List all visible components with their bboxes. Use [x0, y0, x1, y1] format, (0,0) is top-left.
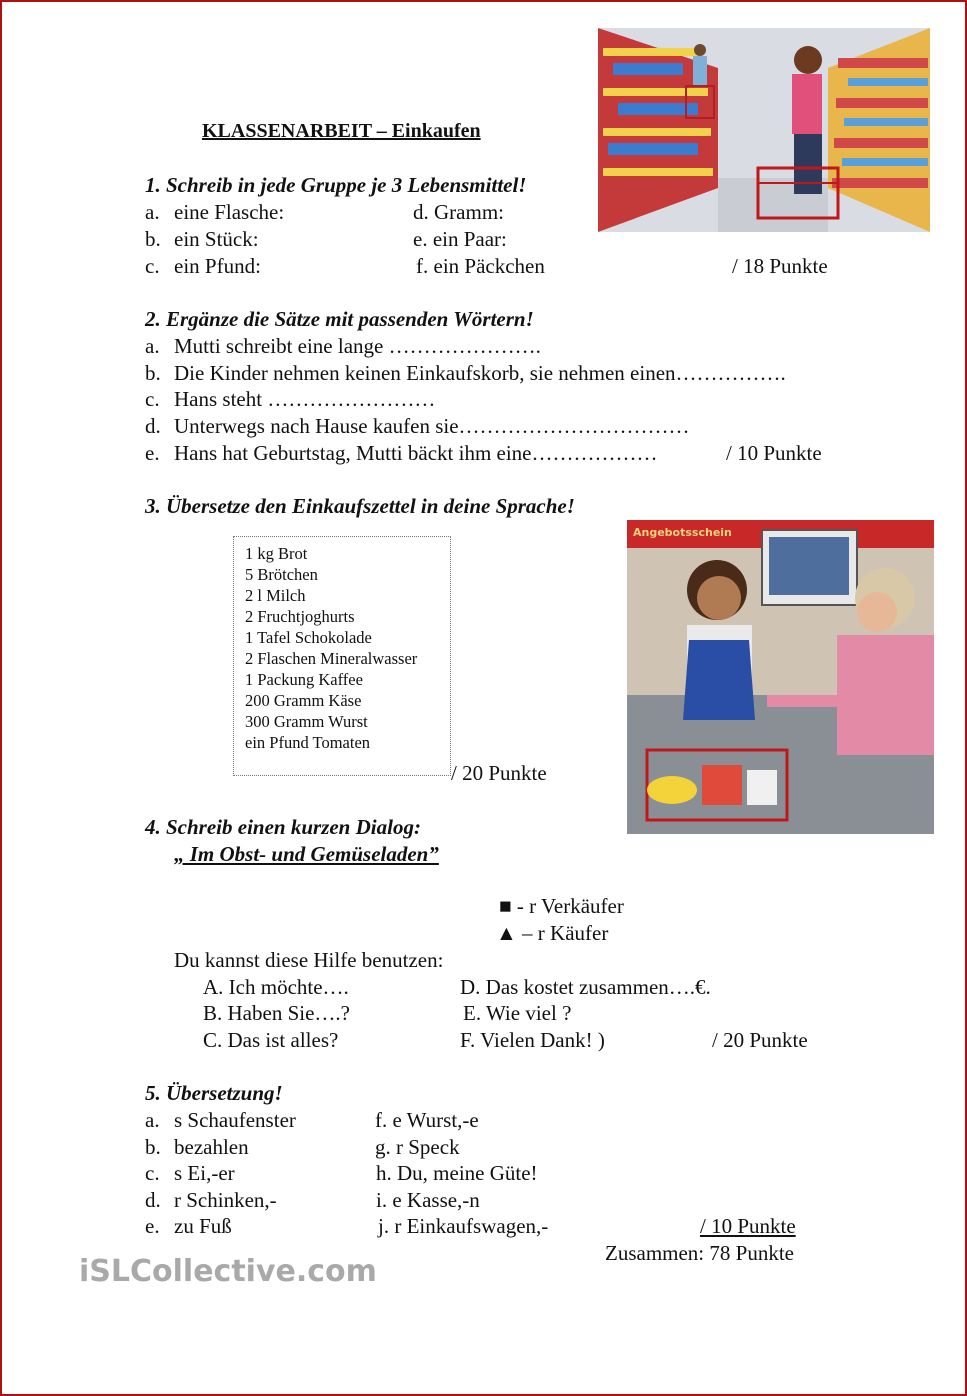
list-item: 1 Packung Kaffee [245, 670, 363, 689]
s5-item-g: g. r Speck [375, 1135, 460, 1159]
s3-points: / 20 Punkte [451, 761, 547, 785]
list-item: 200 Gramm Käse [245, 691, 362, 710]
islcollective-logo: iSLCollective.com [79, 1254, 377, 1289]
list-item: 1 kg Brot [245, 544, 308, 563]
legend-seller: ■ - r Verkäufer [499, 894, 624, 918]
help-c: C. Das ist alles? [203, 1028, 339, 1052]
s1-points: / 18 Punkte [732, 254, 828, 278]
section-5-heading: 5. Übersetzung! [145, 1081, 283, 1105]
s5-item-b: b. bezahlen [145, 1135, 249, 1159]
list-item: 2 Flaschen Mineralwasser [245, 649, 418, 668]
list-item: 2 Fruchtjoghurts [245, 607, 355, 626]
s2-item-b: b. Die Kinder nehmen keinen Einkaufskorb, sie nehmen einen……………. [145, 361, 786, 385]
s1-item-a: a. eine Flasche: [145, 200, 285, 224]
page-title: KLASSENARBEIT – Einkaufen [202, 120, 481, 142]
s2-item-e: e. Hans hat Geburtstag, Mutti bäckt ihm eine……………… [145, 441, 658, 465]
section-1-heading: 1. Schreib in jede Gruppe je 3 Lebensmittel! [145, 173, 527, 197]
s5-item-c: c. s Ei,-er [145, 1161, 235, 1185]
supermarket-photo [598, 28, 930, 232]
s5-item-h: h. Du, meine Güte! [376, 1161, 538, 1185]
photo-sign-text: Angebotsschein [633, 526, 732, 539]
section-3-heading: 3. Übersetze den Einkaufszettel in deine Sprache! [145, 494, 575, 518]
help-a: A. Ich möchte…. [203, 975, 349, 999]
s5-item-f: f. e Wurst,-e [375, 1108, 479, 1132]
s5-item-d: d. r Schinken,- [145, 1188, 277, 1212]
s5-points: / 10 Punkte [700, 1214, 796, 1238]
section-2-heading: 2. Ergänze die Sätze mit passenden Wörtern! [145, 307, 534, 331]
list-item: ein Pfund Tomaten [245, 733, 371, 752]
help-b: B. Haben Sie….? [203, 1001, 350, 1025]
s4-points: / 20 Punkte [712, 1028, 808, 1052]
list-item: 5 Brötchen [245, 565, 318, 584]
help-e: E. Wie viel ? [463, 1001, 572, 1025]
s5-item-i: i. e Kasse,-n [376, 1188, 480, 1212]
s1-item-b: b. ein Stück: [145, 227, 259, 251]
list-item: 2 l Milch [245, 586, 306, 605]
legend-buyer: ▲ – r Käufer [496, 921, 609, 945]
shopping-list-box [233, 536, 451, 776]
s1-item-d: d. Gramm: [413, 200, 504, 224]
s2-item-c: c. Hans steht …………………… [145, 387, 436, 411]
help-d: D. Das kostet zusammen….€. [460, 975, 711, 999]
s5-item-a: a. s Schaufenster [145, 1108, 296, 1132]
s1-item-c: c. ein Pfund: [145, 254, 261, 278]
s2-item-d: d. Unterwegs nach Hause kaufen sie…………………………… [145, 414, 690, 438]
s5-item-j: j. r Einkaufswagen,- [378, 1214, 549, 1238]
section-4-heading: 4. Schreib einen kurzen Dialog: [145, 815, 421, 839]
section-4-subheading: „ Im Obst- und Gemüseladen” [174, 842, 439, 866]
s1-item-f: f. ein Päckchen [416, 254, 545, 278]
cashier-photo [627, 520, 934, 834]
s2-item-a: a. Mutti schreibt eine lange …………………. [145, 334, 541, 358]
help-f: F. Vielen Dank! ) [460, 1028, 605, 1052]
total-points: Zusammen: 78 Punkte [605, 1241, 794, 1265]
list-item: 1 Tafel Schokolade [245, 628, 372, 647]
s2-points: / 10 Punkte [726, 441, 822, 465]
help-intro: Du kannst diese Hilfe benutzen: [174, 948, 444, 972]
s5-item-e: e. zu Fuß [145, 1214, 232, 1238]
s1-item-e: e. ein Paar: [413, 227, 507, 251]
list-item: 300 Gramm Wurst [245, 712, 368, 731]
